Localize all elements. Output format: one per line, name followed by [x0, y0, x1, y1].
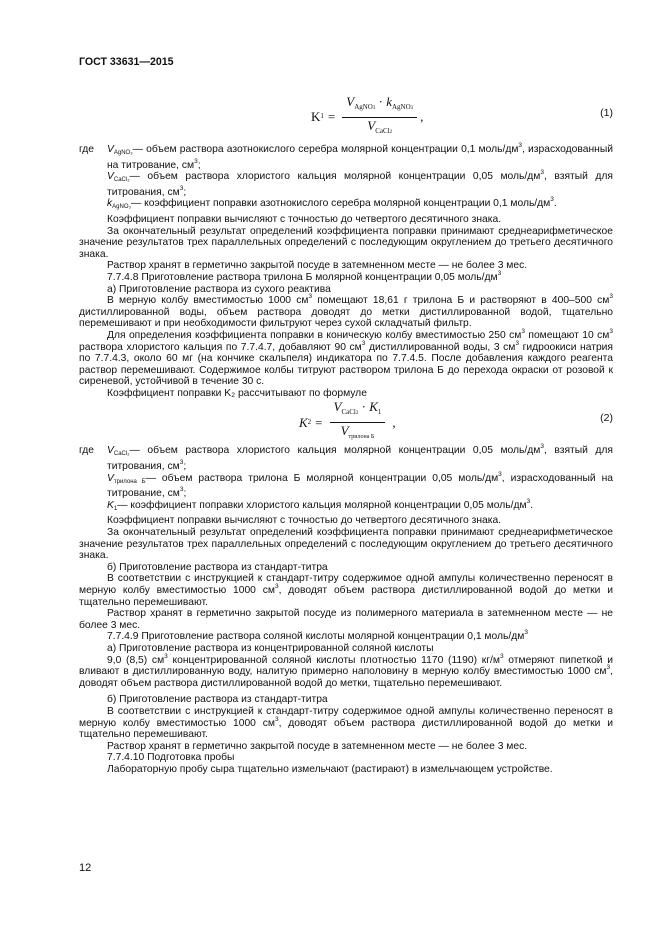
paragraph: Для определения коэффициента поправки в коническую колбу вместимостью 250 $см^3$ помещают 10 $см^3$ раствора хлористого кальция по 7.7.4.7, добавляют 90 $см^3$ дистиллированной воды, 3 $см^3$ гидроокиси натрия по 7.7.4.3, около 60 мг (на кончике скальпеля) индикатора по 7.7.4.5. После добавления каждого реагента раствор перемешивают. Содержимое колбы титруют раствором трилона Б до перехода окраски от розовой к сиреневой, устойчивой в течение 30 с. — [79, 327, 613, 388]
subsection-heading: б) Приготовление раствора из стандарт-титра — [107, 561, 328, 573]
formula-1-number: (1) — [600, 107, 613, 119]
formula-2-fraction: $\frac{V_{CaCl2} \cdot K_1}{V_{трилона Б}}$ — [330, 401, 386, 443]
where-1-v2: $V_{CaCl_2}—$ объем раствора хлористого кальция молярной концентрации 0,05 моль/$дм^3$, взятый для титрования, $см^3$; — [107, 169, 613, 198]
where-1-v1: где $V_{AgNO_3}—$ объем раствора азотнокислого серебра молярной концентрации 0,1 моль/$дм^3$, израсходованный на титрование, $см^3$; — [79, 142, 613, 171]
formula-2 — [79, 399, 613, 445]
paragraph: Раствор хранят в герметично закрытой посуде из полимерного материала в затемненном месте — не более 3 мес. — [79, 608, 613, 631]
paragraph: 9,0 (8,5) $см^3$ концентрированной соляной кислоты плотностью 1170 (1190) $кг/м^3$ отмеряют пипеткой и вливают в дистиллированную воду, налитую примерно наполовину в мерную колбу вместимостью 1000 $см^3$, доводят объем раствора дистиллированной водой до метки, тщательно перемешивают. — [79, 652, 614, 689]
paragraph: В мерную колбу вместимостью 1000 $см^3$ помещают 18,61 г трилона Б и растворяют в 400–500 $см^3$ дистиллированной воды, объем раствора доводят до метки дистиллированной водой, тщательно перемешивают и при необходимости фильтруют через сухой складчатый фильтр. — [79, 293, 613, 330]
formula-2-expression: K 2 = $\frac{V_{CaCl2} \cdot K_1}{V_{трилона Б}}$ , — [299, 401, 396, 443]
section-heading-7-7-4-8: 7.7.4.8 Приготовление раствора трилона Б молярной концентрации 0,05 моль/$дм^3$ — [107, 269, 502, 283]
formula-1 — [79, 96, 613, 140]
paragraph: Раствор хранят в герметично закрытой посуде в затемненном месте — не более 3 мес. — [107, 740, 528, 752]
paragraph: За окончательный результат определений коэффициента поправки принимают среднеарифметическое значение результатов трех параллельных определений с последующим округлением до третьего десятичного знака. — [79, 225, 613, 260]
page-content — [79, 96, 613, 776]
where-2-v2: $V_{трилона Б}—$ объем раствора трилона Б молярной концентрации 0,05 моль/$дм^3$, израсходованный на титрование, $см^3$; — [107, 470, 613, 500]
formula-2-number: (2) — [600, 412, 613, 425]
paragraph: В соответствии с инструкцией к стандарт-титру содержимое одной ампулы количественно переносят в мерную колбу вместимостью 1000 $см^3$, доводят объем раствора дистиллированной водой до метки и тщательно перемешивают. — [79, 705, 613, 741]
page-number: 12 — [79, 862, 92, 874]
where-2-v1: где $V_{CaCl_2}—$ объем раствора хлористого кальция молярной концентрации 0,05 моль/$дм^3$, взятый для титрования, $см^3$; — [79, 443, 613, 473]
paragraph: Раствор хранят в герметично закрытой посуде в затемненном месте — не более 3 мес. — [107, 260, 528, 272]
paragraph: За окончательный результат определений коэффициента поправки принимают среднеарифметическое значение результатов трех параллельных определений с последующим округлением до третьего десятичного знака. — [79, 527, 613, 562]
formula-1-fraction: $\frac{V_{AgNO3} \cdot k_{AgNO3}}{V_{CaCl2}}$ — [342, 96, 417, 138]
paragraph: Коэффициент поправки K₂ рассчитывают по формуле — [107, 387, 367, 399]
section-heading-7-7-4-10: 7.7.4.10 Подготовка пробы — [107, 752, 235, 764]
section-heading-7-7-4-9: 7.7.4.9 Приготовление раствора соляной кислоты молярной концентрации 0,1 моль/$дм^3$ — [107, 629, 528, 643]
paragraph: Лабораторную пробу сыра тщательно измельчают (растирают) в измельчающем устройстве. — [107, 763, 553, 775]
paragraph: В соответствии с инструкцией к стандарт-титру содержимое одной ампулы количественно переносят в мерную колбу вместимостью 1000 $см^3$, доводят объем раствора дистиллированной водой до метки и тщательно перемешивают. — [79, 573, 613, 608]
document-header: ГОСТ 33631—2015 — [79, 56, 174, 68]
subsection-heading: б) Приготовление раствора из стандарт-титра — [107, 694, 328, 706]
formula-1-expression: K 1 = $\frac{V_{AgNO3} \cdot k_{AgNO3}}{V_{CaCl2}}$ , — [311, 96, 423, 138]
paragraph: Коэффициент поправки вычисляют с точностью до четвертого десятичного знака. — [107, 213, 502, 225]
subsection-heading: а) Приготовление раствора из концентрированной соляной кислоты — [107, 642, 434, 654]
where-2-k: $K_1—$ коэффициент поправки хлористого кальция молярной концентрации 0,05 моль/$дм^3$. — [107, 497, 534, 512]
subsection-heading: а) Приготовление раствора из сухого реактива — [107, 283, 331, 295]
where-1-k: $k_{AgNO_3}—$ коэффициент поправки азотнокислого серебра молярной концентрации 0,1 моль/$дм^3$. — [107, 196, 557, 211]
paragraph: Коэффициент поправки вычисляют с точностью до четвертого десятичного знака. — [107, 515, 502, 527]
